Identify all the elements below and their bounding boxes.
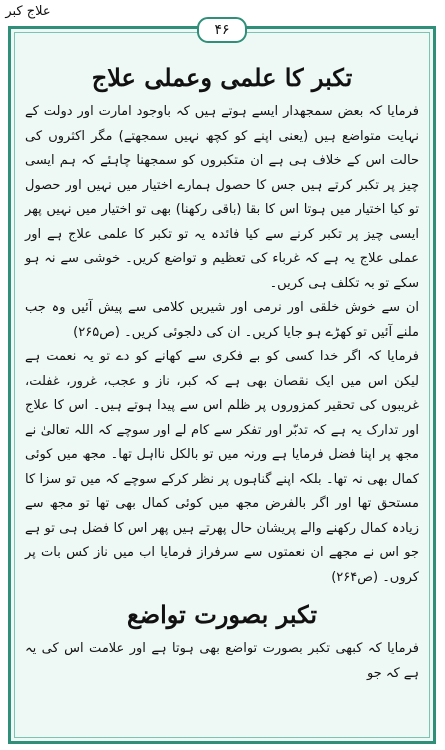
page-content: [25, 59, 419, 731]
paragraph-text: فرمایا کہ بعض سمجھدار ایسے ہوتے ہیں کہ باوجود امارت اور دولت کے نہایت متواضع ہیں (یعنی اپنے کو کچھ نہیں سمجھتے) مگر اکثروں کی حالت اس کے خلاف ہی ہے ان متکبروں کو سمجھنا چاہئے کہ ہم ایسی چیز پر تکبر کرتے ہیں جس کا حصول ہمارے اختیار میں نہیں اور حصول تو کیا اختیار میں ہوتا اس کا بقا (باقی رکھنا) بھی تو اختیار میں نہیں پھر ایسی چیز پر تکبر کرنے سے کیا فائدہ یہ تو تکبر کا علمی علاج ہے اور عملی علاج یہ ہے کہ غرباء کی تعظیم و تواضع کریں۔ خوشی سے نہ ہو سکے تو بہ تکلف ہی کریں۔: [25, 104, 419, 291]
running-head: علاج کبر: [5, 4, 51, 19]
paragraph-text: ان سے خوش خلقی اور نرمی اور شیریں کلامی سے پیش آئیں وہ جب ملنے آئیں تو کھڑے ہو جایا کریں۔ ان کی دلجوئی کریں۔: [25, 300, 419, 340]
paragraph: [25, 637, 419, 686]
section-heading-humility: تکبر بصورت تواضع: [126, 600, 318, 629]
paragraph: [25, 345, 419, 590]
page-number: ۴۶: [197, 17, 247, 43]
page-reference: (ص۲۶۵): [73, 324, 120, 340]
paragraph-text: فرمایا کہ کبھی تکبر بصورت تواضع بھی ہوتا ہے اور علامت اس کی یہ ہے کہ جو: [25, 641, 419, 681]
paragraph-text: فرمایا کہ اگر خدا کسی کو بے فکری سے کھانے کو دے تو یہ نعمت ہے لیکن اس میں ایک نقصان بھی ہے کہ کبر، ناز و عجب، غرور، غفلت، غریبوں کی تحقیر کمزوروں پر ظلم اس سے پیدا ہوتے ہیں۔ اس کا علاج اور تدارک یہ ہے کہ تدبّر اور تفکر سے کام لے اور سوچے کہ اللہ تعالیٰ نے مجھ پر اپنا فضل فرمایا ہے ورنہ میں تو بالکل نااہل تھا۔ مجھ میں کوئی کمال بھی نہ تھا۔ بلکہ اپنے گناہوں پر نظر کرکے سوچے کہ میں تو سزا کا مستحق تھا اور اگر بالفرض مجھ میں کوئی کمال بھی تھا تو مجھ سے زیادہ کمال رکھنے والے پریشان حال پھرتے ہیں پھر اس کا فضل ہی تو ہے جو اس نے مجھے ان نعمتوں سے سرفراز فرمایا اب میں ناز کس بات پر کروں۔: [25, 349, 419, 585]
page-reference: (ص۲۶۴): [331, 569, 379, 585]
section-heading-treatment: تکبر کا علمی وعملی علاج: [91, 63, 353, 92]
page-frame: [8, 22, 436, 744]
paragraph: [25, 100, 419, 296]
paragraph: [25, 296, 419, 345]
